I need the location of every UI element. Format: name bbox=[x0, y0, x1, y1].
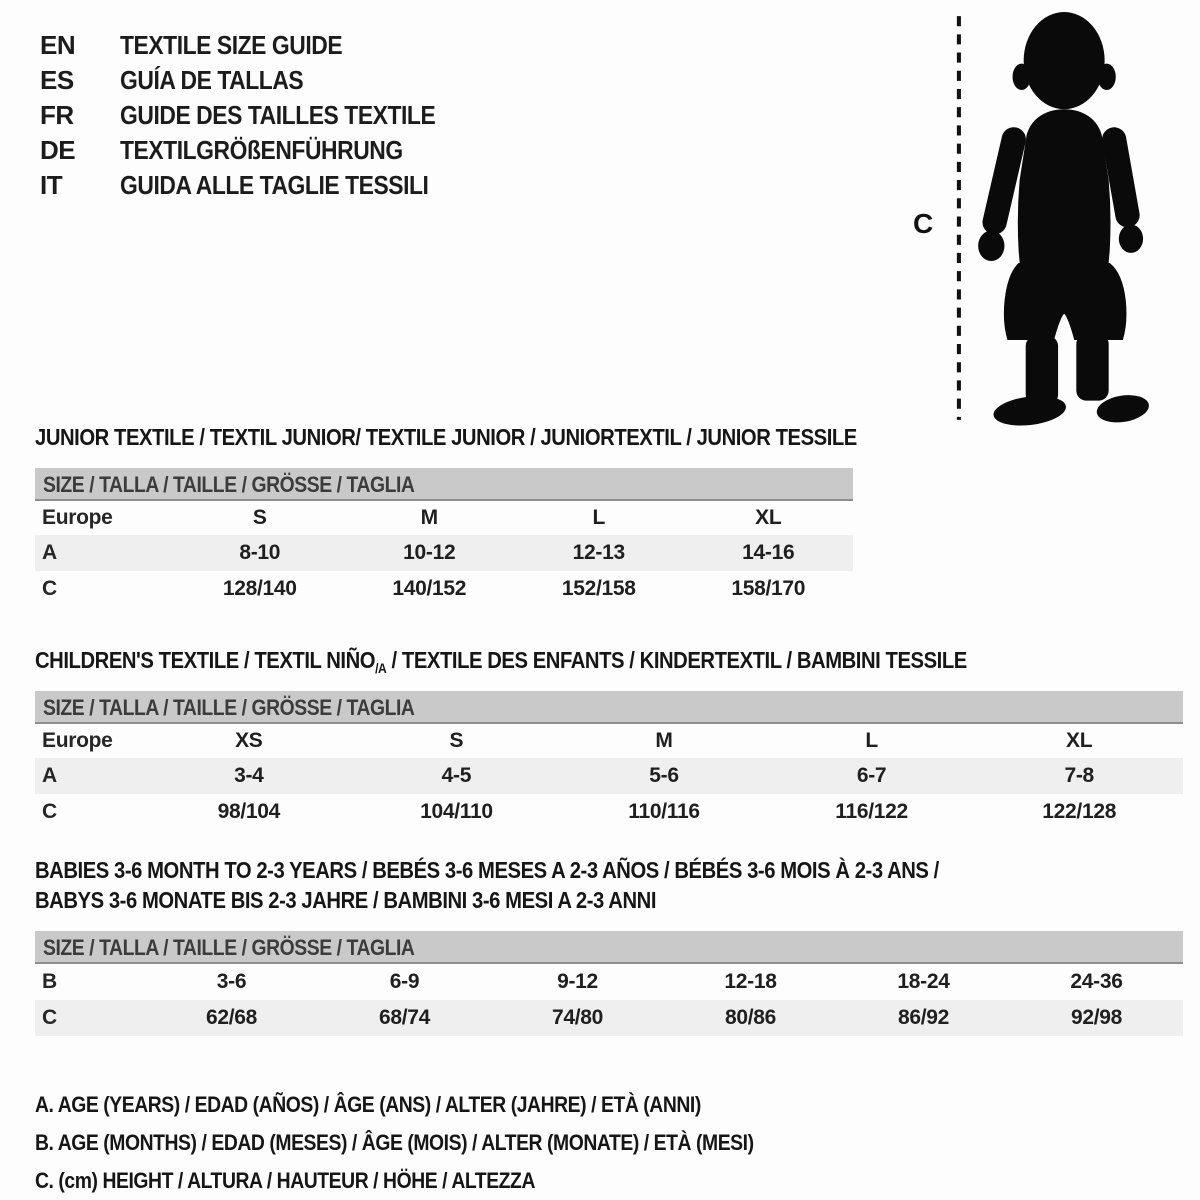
value-cell: 3-4 bbox=[234, 764, 264, 787]
size-cell: XL bbox=[1066, 729, 1093, 752]
value-cell: 6-7 bbox=[856, 764, 887, 787]
value-cell: 68/74 bbox=[378, 1006, 431, 1029]
value-cell: 74/80 bbox=[551, 1006, 604, 1029]
size-cell: S bbox=[252, 506, 267, 529]
table-row-height-cm bbox=[35, 1000, 1183, 1036]
table-row-age-years bbox=[35, 758, 1183, 794]
row-label-cell: B bbox=[42, 970, 57, 993]
value-cell: 18-24 bbox=[897, 970, 950, 993]
section-junior-textile bbox=[35, 424, 857, 607]
value-cell: 62/68 bbox=[205, 1006, 258, 1029]
value-cell: 92/98 bbox=[1070, 1006, 1123, 1029]
size-cell: L bbox=[865, 729, 878, 752]
legend-line-b bbox=[35, 1124, 1183, 1162]
size-cell: L bbox=[592, 506, 606, 529]
children-size-header-text: SIZE / TALLA / TAILLE / GRÖSSE / TAGLIA bbox=[43, 695, 415, 720]
guide-title-de: TEXTILGRÖßENFÜHRUNG bbox=[120, 135, 403, 165]
children-title-sub: /A bbox=[375, 660, 387, 676]
junior-section-title-text: JUNIOR TEXTILE / TEXTIL JUNIOR/ TEXTILE JUNIOR / JUNIORTEXTIL / JUNIOR TESSILE bbox=[35, 424, 857, 450]
legend-line-b-text: B. AGE (MONTHS) / EDAD (MESES) / ÂGE (MOIS) / ALTER (MONATE) / ETÀ (MESI) bbox=[35, 1130, 754, 1155]
children-section-title-text bbox=[35, 647, 967, 676]
babies-size-table bbox=[35, 964, 1183, 1036]
size-cell: M bbox=[655, 729, 673, 752]
children-title-post: / TEXTILE DES ENFANTS / KINDERTEXTIL / BAMBINI TESSILE bbox=[386, 647, 967, 673]
table-row-europe bbox=[35, 501, 853, 535]
size-cell: S bbox=[449, 729, 464, 752]
value-cell: 7-8 bbox=[1064, 764, 1094, 787]
legend-line-c-text: C. (cm) HEIGHT / ALTURA / HAUTEUR / HÖHE / ALTEZZA bbox=[35, 1168, 535, 1193]
legend-line-c bbox=[35, 1162, 1183, 1200]
size-cell: M bbox=[420, 506, 438, 529]
table-row-age-months bbox=[35, 964, 1183, 1000]
value-cell: 152/158 bbox=[561, 577, 636, 600]
junior-size-header-band bbox=[35, 468, 853, 501]
value-cell: 5-6 bbox=[649, 764, 679, 787]
value-cell: 9-12 bbox=[557, 970, 598, 993]
babies-size-header-band bbox=[35, 931, 1183, 964]
row-label-cell: A bbox=[42, 764, 57, 787]
size-tables-content bbox=[35, 424, 1183, 1200]
junior-size-table bbox=[35, 501, 853, 607]
row-label-cell: C bbox=[42, 800, 57, 823]
children-section-title bbox=[35, 647, 1183, 676]
value-cell: 14-16 bbox=[742, 541, 795, 564]
table-row-age-years bbox=[35, 535, 853, 571]
legend-line-a bbox=[35, 1086, 1183, 1124]
children-size-table bbox=[35, 724, 1183, 830]
language-row-de bbox=[40, 133, 478, 168]
value-cell: 6-9 bbox=[389, 970, 420, 993]
measurement-legend bbox=[35, 1086, 1183, 1200]
babies-section-title-line1 bbox=[35, 857, 1183, 887]
value-cell: 24-36 bbox=[1070, 970, 1123, 993]
children-size-header-band bbox=[35, 691, 1183, 724]
table-row-height-cm bbox=[35, 571, 853, 607]
row-label-cell: Europe bbox=[42, 506, 113, 529]
junior-size-header-text: SIZE / TALLA / TAILLE / GRÖSSE / TAGLIA bbox=[43, 472, 415, 497]
guide-title-fr: GUIDE DES TAILLES TEXTILE bbox=[120, 100, 436, 130]
language-code: EN bbox=[40, 30, 76, 60]
value-cell: 3-6 bbox=[216, 970, 247, 993]
table-row-europe bbox=[35, 724, 1183, 758]
children-title-pre: CHILDREN'S TEXTILE / TEXTIL NIÑO bbox=[35, 647, 376, 673]
babies-title-line2-text: BABYS 3-6 MONATE BIS 2-3 JAHRE / BAMBINI 3-6 MESI A 2-3 ANNI bbox=[35, 887, 657, 913]
babies-section-title-line2 bbox=[35, 887, 1183, 917]
language-row-es bbox=[40, 63, 478, 98]
guide-title-es: GUÍA DE TALLAS bbox=[120, 65, 304, 95]
section-children-textile bbox=[35, 647, 1183, 830]
language-code: ES bbox=[40, 65, 74, 95]
language-row-it bbox=[40, 168, 478, 203]
guide-title-en: TEXTILE SIZE GUIDE bbox=[120, 30, 343, 60]
value-cell: 86/92 bbox=[897, 1006, 950, 1029]
language-title-list bbox=[40, 28, 478, 203]
value-cell: 12-13 bbox=[572, 541, 625, 564]
value-cell: 140/152 bbox=[392, 577, 467, 600]
language-code: DE bbox=[40, 135, 76, 165]
toddler-silhouette-shape bbox=[978, 12, 1151, 428]
value-cell: 158/170 bbox=[731, 577, 806, 600]
value-cell: 80/86 bbox=[724, 1006, 777, 1029]
toddler-figure bbox=[913, 8, 1167, 428]
table-row-height-cm bbox=[35, 794, 1183, 830]
value-cell: 116/122 bbox=[835, 800, 908, 823]
row-label-cell: A bbox=[42, 541, 57, 564]
language-row-fr bbox=[40, 98, 478, 133]
legend-line-a-text: A. AGE (YEARS) / EDAD (AÑOS) / ÂGE (ANS) / ALTER (JAHRE) / ETÀ (ANNI) bbox=[35, 1092, 701, 1117]
guide-title-it: GUIDA ALLE TAGLIE TESSILI bbox=[120, 170, 429, 200]
section-babies-textile bbox=[35, 857, 1183, 1036]
value-cell: 110/116 bbox=[628, 800, 700, 823]
value-cell: 104/110 bbox=[420, 800, 493, 823]
row-label-cell: Europe bbox=[42, 729, 113, 752]
toddler-silhouette-icon bbox=[935, 8, 1167, 428]
language-code: FR bbox=[40, 100, 74, 130]
value-cell: 122/128 bbox=[1042, 800, 1117, 823]
row-label-cell: C bbox=[42, 1006, 57, 1029]
junior-section-title bbox=[35, 424, 857, 450]
language-row-en bbox=[40, 28, 478, 63]
value-cell: 4-5 bbox=[441, 764, 472, 787]
value-cell: 10-12 bbox=[403, 541, 456, 564]
babies-title-line1-text: BABIES 3-6 MONTH TO 2-3 YEARS / BEBÉS 3-6 MESES A 2-3 AÑOS / BÉBÉS 3-6 MOIS À 2-3 ANS / bbox=[35, 857, 939, 883]
language-code: IT bbox=[40, 170, 63, 200]
size-cell: XS bbox=[235, 729, 263, 752]
value-cell: 12-18 bbox=[724, 970, 777, 993]
value-cell: 8-10 bbox=[239, 541, 281, 564]
size-cell: XL bbox=[755, 506, 782, 529]
babies-size-header-text: SIZE / TALLA / TAILLE / GRÖSSE / TAGLIA bbox=[43, 935, 415, 960]
row-label-cell: C bbox=[42, 577, 57, 600]
value-cell: 98/104 bbox=[217, 800, 281, 823]
value-cell: 128/140 bbox=[222, 577, 297, 600]
height-measure-label: C bbox=[913, 208, 934, 239]
